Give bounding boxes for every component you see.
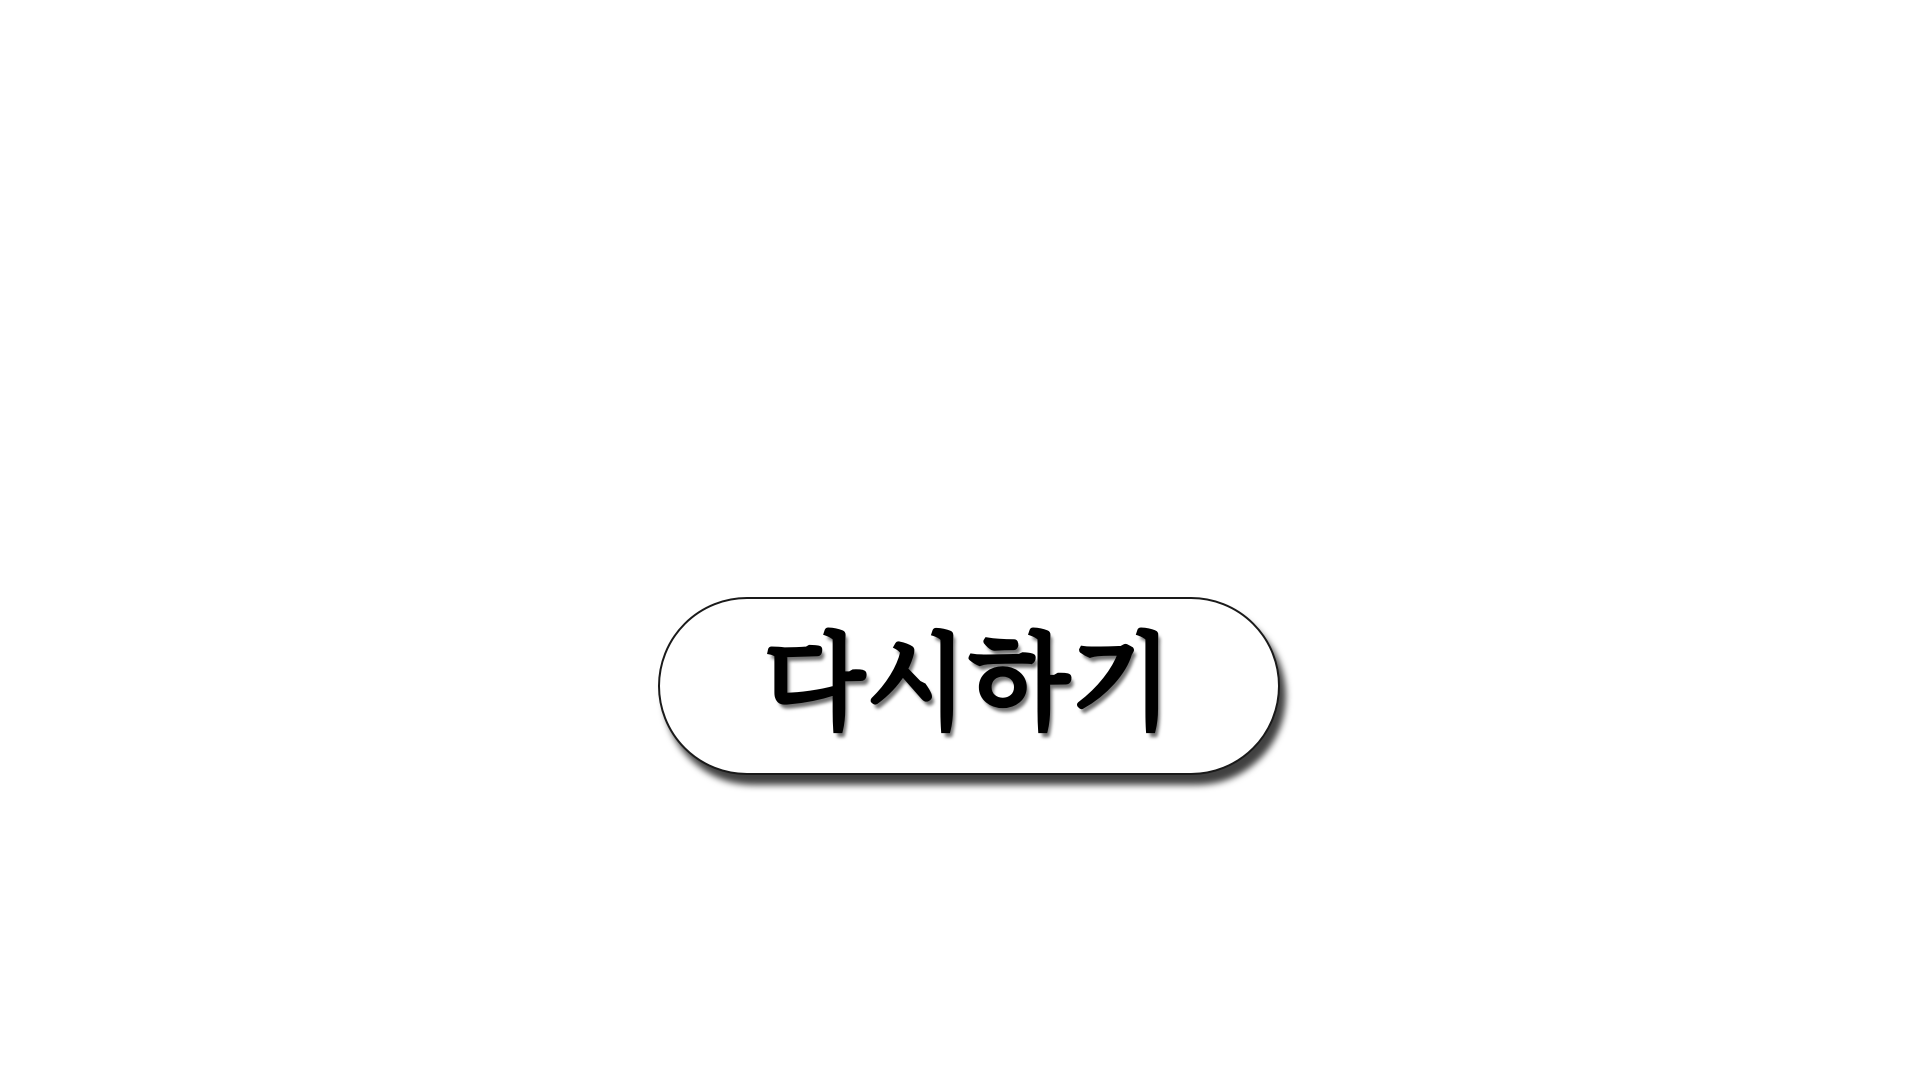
retry-button[interactable] [658, 597, 1280, 775]
retry-button-label: 다시하기 [764, 622, 1174, 744]
